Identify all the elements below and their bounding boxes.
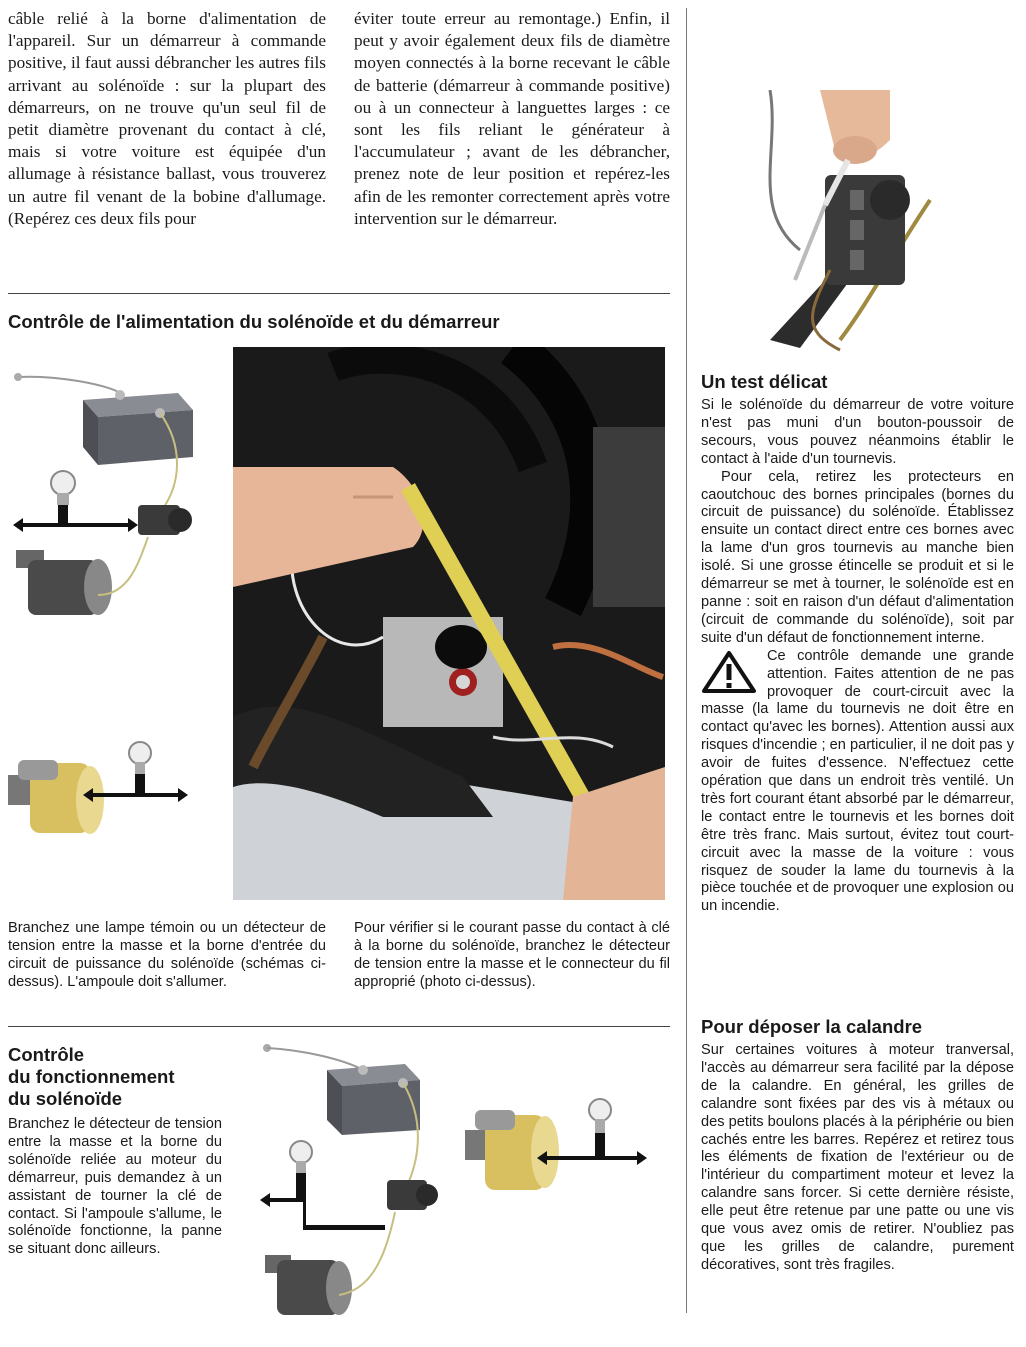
section2-heading-line-1: Contrôle [8, 1044, 85, 1065]
screwdriver-solenoid-illustration [740, 90, 940, 355]
section2-text: Branchez le détecteur de tension entre la masse et la borne du solénoïde reliée au moteur du démarreur, puis demandez à un assistant de tourner la clé de contact. Si l'ampoule s'allume, le solénoïde fonctionne, la panne se situant donc ailleurs. [8, 1116, 222, 1258]
battery-lamp-solenoid-diagram [8, 365, 218, 645]
sidebar-test-paragraph-1: Si le solénoïde du démarreur de votre voiture n'est pas muni d'un bouton-poussoir de secours, vous pouvez néanmoins établir le contact à l'aide d'un tournevis. [701, 397, 1014, 467]
solenoid-function-diagram [255, 1040, 680, 1330]
section2-heading [8, 1044, 174, 1110]
section2-heading-line-3: du solénoïde [8, 1088, 123, 1109]
section1-caption-right: Pour vérifier si le courant passe du contact à clé à la borne du solénoïde, branchez le détecteur de tension entre la masse et le connecteur du fil approprié (photo ci-dessus). [354, 920, 670, 990]
warning-icon [701, 650, 761, 694]
starter-lamp-diagram [8, 735, 218, 855]
section-rule-1 [8, 293, 670, 294]
sidebar-warning-block [701, 648, 1014, 917]
top-text-column-1: câble relié à la borne d'alimentation de l'appareil. Sur un démarreur à commande positive, il faut aussi débrancher les autres fils arrivant au solénoïde : sur la plupart des démarreurs, on ne trouve qu'un seul fil de petit diamètre provenant du contact à clé, mais si votre voiture est équipée d'un allumage à résistance ballast, vous trouverez un autre fil venant de la bobine d'allumage. (Repérez ces deux fils pour [8, 9, 326, 228]
sidebar-grille-heading: Pour déposer la calandre [701, 1016, 923, 1037]
sidebar-test-paragraph-2: Pour cela, retirez les protecteurs en caoutchouc des bornes principales (bornes du circuit de puissance) du solénoïde. Établissez ensuite un contact direct entre ces bornes avec la lame d'un gros tournevis au manche bien isolé. Si une grosse étincelle se produit et si le démarreur se met à tourner, le solénoïde est en panne : soit en raison d'un défaut d'alimentation (circuit de commande du solénoïde), soit par suite d'un défaut de fonctionnement interne. [701, 468, 1014, 646]
sidebar-test-body [701, 397, 1014, 916]
column-divider [686, 8, 687, 1313]
sidebar-test-heading: Un test délicat [701, 371, 828, 392]
section1-caption-left: Branchez une lampe témoin ou un détecteur de tension entre la masse et la borne d'entrée du circuit de puissance du solénoïde (schémas ci-dessus). L'ampoule doit s'allumer. [8, 920, 326, 990]
engine-voltage-test-photo [233, 347, 665, 900]
sidebar-grille-text: Sur certaines voitures à moteur tranversal, l'accès au démarreur sera facilité par la dépose de la calandre. En général, les grilles de calandre sont fixées par des vis à métaux ou des petits boulons placés à la périphérie ou bien cachés entre les barres. Repérez et retirez tous les éléments de fixation de l'extérieur ou de l'intérieur du compartiment moteur et levez la calandre sans forcer. Si cette dernière résiste, elle peut être retenue par une patte ou une vis que vous avez omis de retirer. N'oubliez pas que les grilles de calandre, purement décoratives, sont très fragiles. [701, 1042, 1014, 1273]
section-rule-2 [8, 1026, 670, 1027]
sidebar-warning-text: Ce contrôle demande une grande attention. Faites attention de ne pas provoquer de court-circuit avec la masse (la lame du tournevis ne doit être en contact qu'avec les bornes). Attention aussi aux risques d'incendie ; en particulier, il ne doit pas y avoir de fuites d'essence. N'effectuez cette opération que dans un endroit très ventilé. Un très fort courant étant absorbé par le démarreur, le contact entre le tournevis et les bornes doit être très franc. Mais surtout, évitez tout court-circuit avec la masse de la voiture : vous risquez de souder la lame du tournevis à la pièce touchée et de provoquer une explosion ou un incendie. [701, 647, 1014, 915]
section1-heading: Contrôle de l'alimentation du solénoïde et du démarreur [8, 311, 500, 332]
section2-heading-line-2: du fonctionnement [8, 1066, 175, 1087]
top-text-column-2: éviter toute erreur au remontage.) Enfin, il peut y avoir également deux fils de diamètre moyen connectés à la borne recevant le câble de batterie (démarreur à commande positive) ou à un connecteur à languettes larges : ce sont les fils reliant le générateur à l'accumulateur ; avant de les débrancher, prenez note de leur position et repérez-les afin de les remonter correctement après votre intervention sur le démarreur. [354, 9, 670, 228]
